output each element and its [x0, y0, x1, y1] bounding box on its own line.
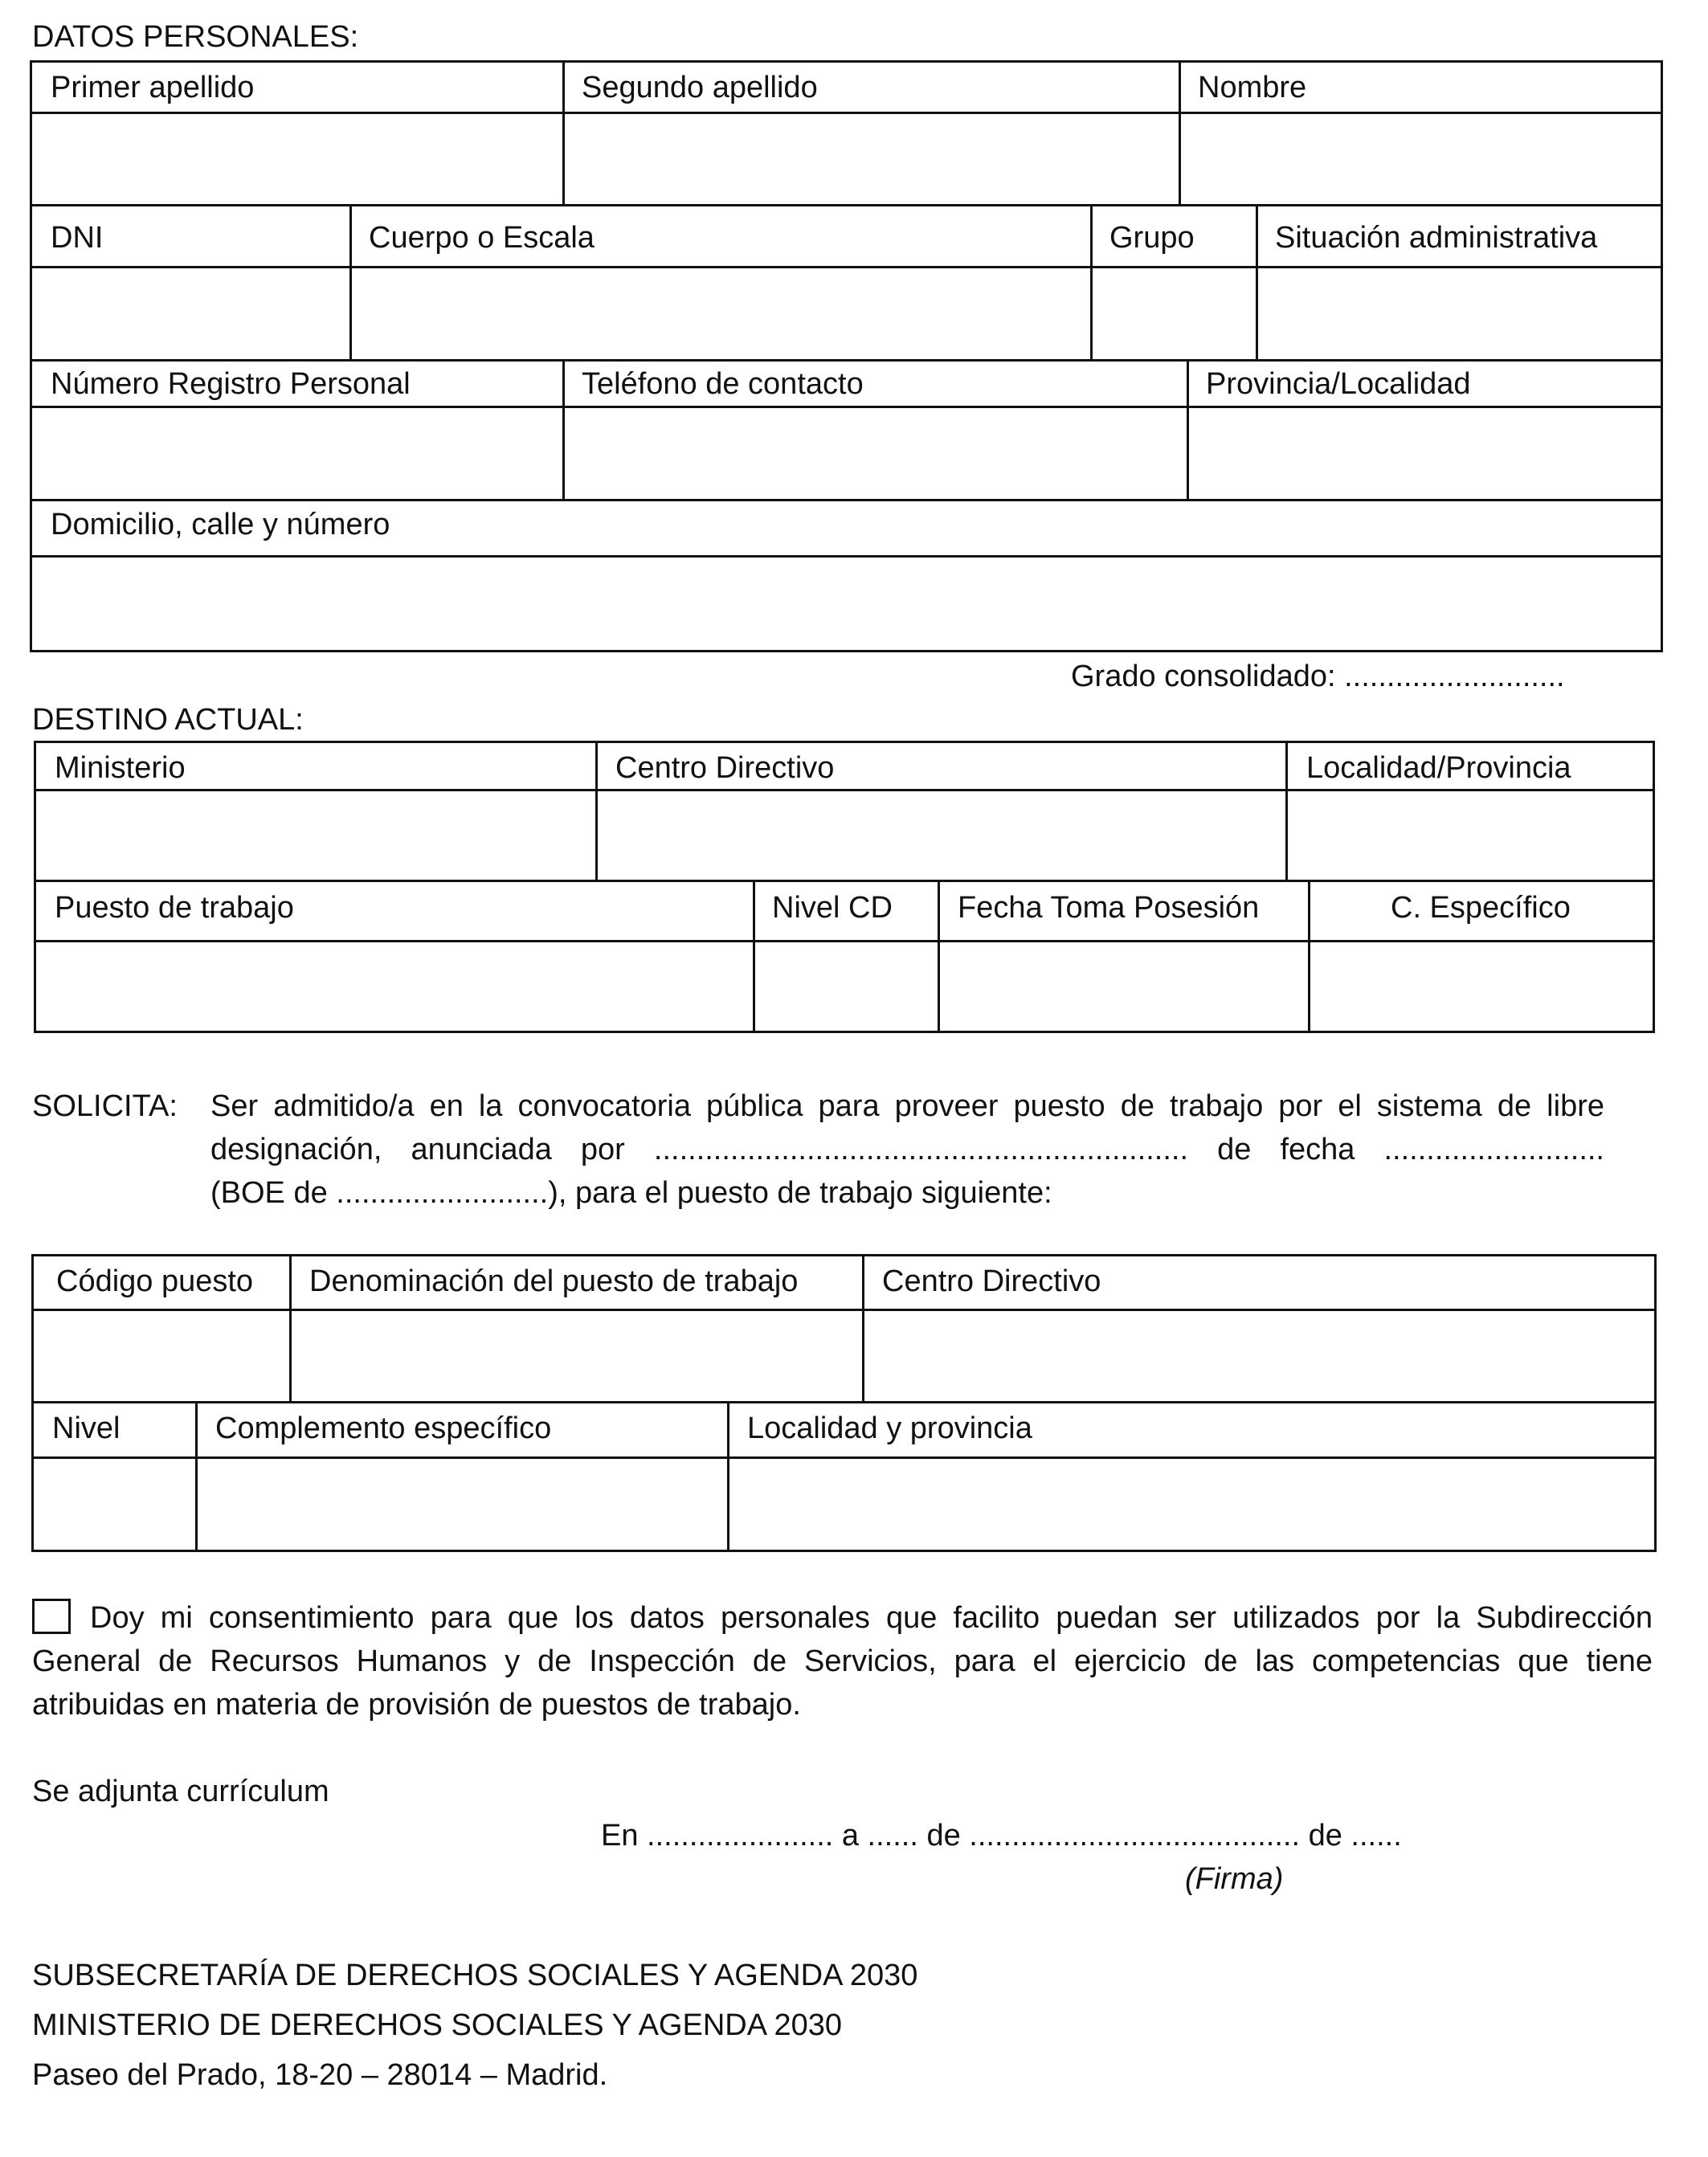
label-primer-apellido: Primer apellido: [51, 71, 255, 104]
label-c-especifico: C. Específico: [1391, 891, 1571, 925]
field-nivel[interactable]: [34, 1459, 195, 1550]
label-domicilio: Domicilio, calle y número: [51, 508, 390, 541]
field-localidad-provincia-actual[interactable]: [1288, 791, 1653, 880]
field-numero-registro-personal[interactable]: [32, 408, 562, 499]
label-telefono-contacto: Teléfono de contacto: [582, 367, 864, 401]
field-codigo-puesto[interactable]: [34, 1311, 289, 1401]
label-nombre: Nombre: [1198, 71, 1307, 104]
field-situacion-administrativa[interactable]: [1258, 268, 1661, 359]
label-provincia-localidad: Provincia/Localidad: [1206, 367, 1471, 401]
section-title-destino-actual: DESTINO ACTUAL:: [32, 703, 304, 737]
grado-consolidado: Grado consolidado: ..........................: [1071, 660, 1565, 693]
label-dni: DNI: [51, 221, 104, 255]
field-centro-directivo-solicitado[interactable]: [864, 1311, 1654, 1401]
label-localidad-y-provincia: Localidad y provincia: [747, 1411, 1032, 1445]
label-denominacion-puesto: Denominación del puesto de trabajo: [309, 1264, 799, 1298]
place-date-line: En ...................... a ...... de ....................................... de ......: [601, 1819, 1402, 1853]
field-nivel-cd[interactable]: [755, 942, 938, 1031]
label-localidad-provincia: Localidad/Provincia: [1306, 751, 1571, 785]
footer-subsecretaria: SUBSECRETARÍA DE DERECHOS SOCIALES Y AGENDA 2030: [32, 1959, 918, 1992]
label-fecha-toma-posesion: Fecha Toma Posesión: [958, 891, 1260, 925]
footer-ministerio: MINISTERIO DE DERECHOS SOCIALES Y AGENDA 2030: [32, 2008, 843, 2042]
field-primer-apellido[interactable]: [32, 114, 562, 204]
label-nivel-cd: Nivel CD: [772, 891, 893, 925]
consent-line-3: atribuidas en materia de provisión de puestos de trabajo.: [32, 1688, 801, 1722]
field-fecha-toma-posesion[interactable]: [940, 942, 1308, 1031]
field-telefono-contacto[interactable]: [565, 408, 1187, 499]
label-grupo: Grupo: [1109, 221, 1195, 255]
label-centro-directivo-solicitado: Centro Directivo: [882, 1264, 1101, 1298]
field-puesto-trabajo[interactable]: [36, 942, 753, 1031]
field-denominacion-puesto[interactable]: [292, 1311, 862, 1401]
field-cuerpo-escala[interactable]: [352, 268, 1090, 359]
field-localidad-y-provincia[interactable]: [729, 1459, 1654, 1550]
label-situacion-administrativa: Situación administrativa: [1275, 221, 1598, 255]
field-c-especifico[interactable]: [1310, 942, 1653, 1031]
solicita-line-1: Ser admitido/a en la convocatoria pública para proveer puesto de trabajo por el sistema de libre: [210, 1089, 1604, 1123]
field-grupo[interactable]: [1093, 268, 1256, 359]
label-numero-registro-personal: Número Registro Personal: [51, 367, 411, 401]
consent-checkbox[interactable]: [32, 1599, 71, 1634]
field-provincia-localidad[interactable]: [1189, 408, 1661, 499]
field-ministerio[interactable]: [36, 791, 595, 880]
consent-line-1: Doy mi consentimiento para que los datos personales que facilito puedan ser utilizados por la Subdirección: [90, 1601, 1653, 1635]
footer-address: Paseo del Prado, 18-20 – 28014 – Madrid.: [32, 2058, 608, 2092]
solicita-line-2: designación, anunciada por ............................................................... de fecha ..........................: [210, 1133, 1604, 1166]
signature-label: (Firma): [1185, 1862, 1284, 1896]
field-segundo-apellido[interactable]: [565, 114, 1179, 204]
solicita-label: SOLICITA:: [32, 1089, 178, 1123]
field-nombre[interactable]: [1181, 114, 1661, 204]
label-ministerio: Ministerio: [55, 751, 186, 785]
label-puesto-trabajo: Puesto de trabajo: [55, 891, 294, 925]
section-title-datos-personales: DATOS PERSONALES:: [32, 20, 359, 54]
field-complemento-especifico[interactable]: [198, 1459, 727, 1550]
field-centro-directivo-actual[interactable]: [598, 791, 1285, 880]
label-codigo-puesto: Código puesto: [56, 1264, 254, 1298]
label-segundo-apellido: Segundo apellido: [582, 71, 818, 104]
field-domicilio[interactable]: [32, 558, 1661, 650]
consent-line-2: General de Recursos Humanos y de Inspección de Servicios, para el ejercicio de las competencias que tiene: [32, 1644, 1653, 1678]
label-centro-directivo: Centro Directivo: [615, 751, 835, 785]
label-nivel: Nivel: [52, 1411, 121, 1445]
curriculum-note: Se adjunta currículum: [32, 1775, 329, 1808]
field-dni[interactable]: [32, 268, 349, 359]
solicita-line-3: (BOE de .........................), para el puesto de trabajo siguiente:: [210, 1176, 1052, 1210]
label-complemento-especifico: Complemento específico: [215, 1411, 552, 1445]
label-cuerpo-escala: Cuerpo o Escala: [369, 221, 595, 255]
